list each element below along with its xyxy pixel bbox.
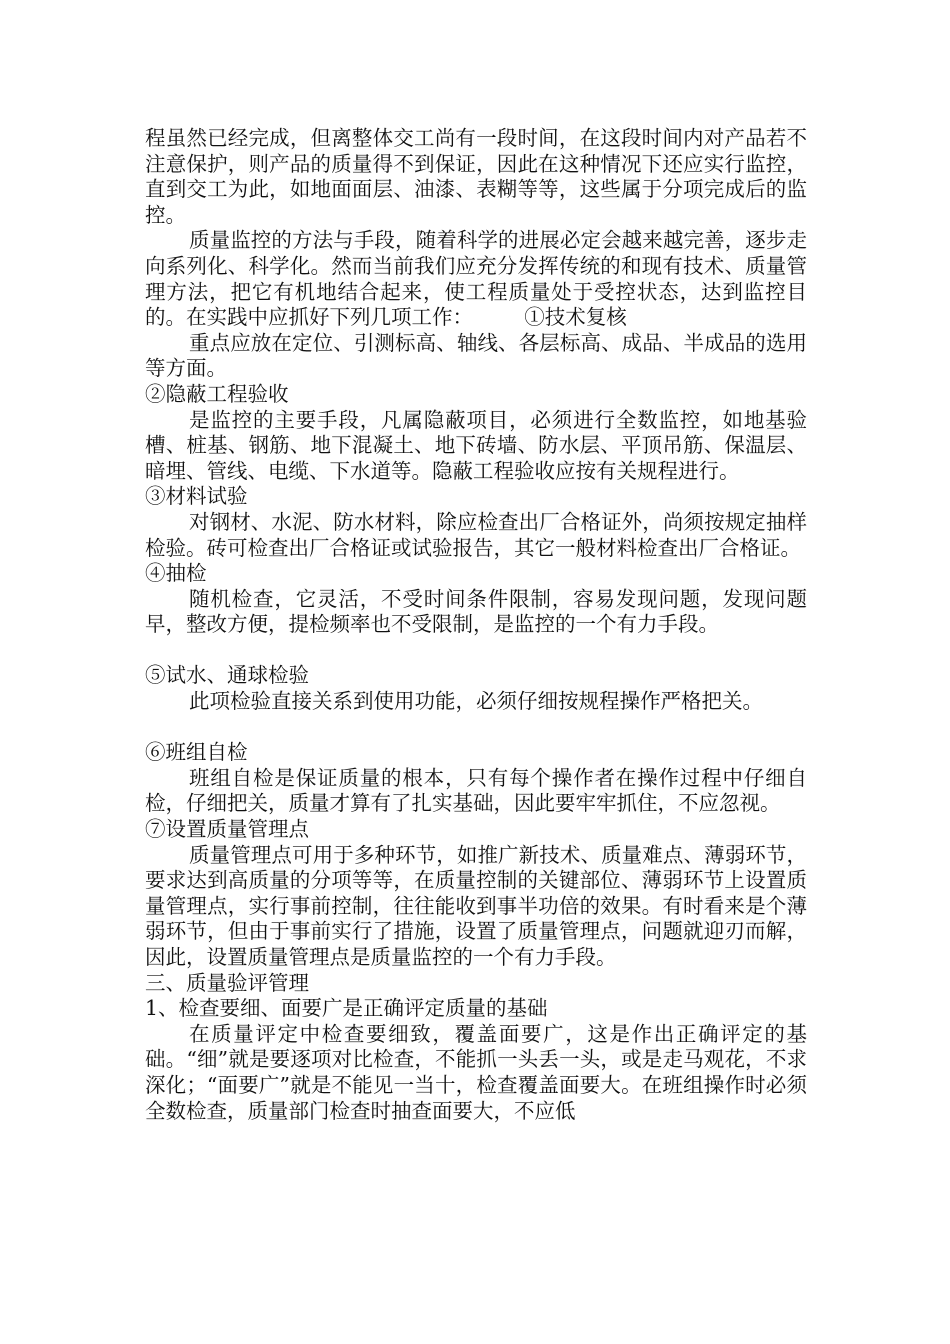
heading-subsection-one: 1、检查要细、面要广是正确评定质量的基础 bbox=[145, 996, 548, 1021]
paragraph-continuation: 程虽然已经完成，但离整体交工尚有一段时间，在这段时间内对产品若不注意保护，则产品的质量得不到保证，因此在这种情况下还应实行监控，直到交工为此，如地面面层、油漆、表糊等等，这些属于分项完成后的监控。 bbox=[145, 126, 807, 227]
paragraph-monitoring-methods: 质量监控的方法与手段，随着科学的进展必定会越来越完善，逐步走向系列化、科学化。然而当前我们应充分发挥传统的和现有技术、质量管理方法，把它有机地结合起来，使工程质量处于受控状态，达到监控目的。在实践中应抓好下列几项工作： ①技术复核 bbox=[145, 228, 807, 330]
paragraph-control-points: 质量管理点可用于多种环节，如推广新技术、质量难点、薄弱环节，要求达到高质量的分项等等，在质量控制的关键部位、薄弱环节上设置质量管理点，实行事前控制，往往能收到事半功倍的效果。有时看来是个薄弱环节，但由于事前实行了措施，设置了质量管理点，问题就迎刃而解，因此，设置质量管理点是质量监控的一个有力手段。 bbox=[145, 842, 807, 969]
paragraph-material-testing: 对钢材、水泥、防水材料，除应检查出厂合格证外，尚须按规定抽样检验。砖可检查出厂合格证或试验报告，其它一般材料检查出厂合格证。 bbox=[145, 509, 807, 560]
heading-spot-check: ④抽检 bbox=[145, 561, 207, 586]
heading-concealed-works: ②隐蔽工程验收 bbox=[145, 381, 289, 406]
document-body bbox=[145, 126, 807, 1124]
heading-team-self-check: ⑥班组自检 bbox=[145, 740, 248, 765]
paragraph-quality-evaluation: 在质量评定中检查要细致，覆盖面要广，这是作出正确评定的基础。“细”就是要逐项对比检查，不能抓一头丢一头，或是走马观花，不求深化；“面要广”就是不能见一当十，检查覆盖面要大。在班组操作时必须全数检查，质量部门检查时抽查面要大，不应低 bbox=[145, 1021, 807, 1123]
paragraph-team-self-check: 班组自检是保证质量的根本，只有每个操作者在操作过程中仔细自检，仔细把关，质量才算有了扎实基础，因此要牢牢抓住，不应忽视。 bbox=[145, 765, 807, 816]
heading-material-testing: ③材料试验 bbox=[145, 484, 248, 509]
heading-section-three: 三、质量验评管理 bbox=[145, 970, 309, 995]
heading-water-test: ⑤试水、通球检验 bbox=[145, 663, 309, 688]
paragraph-spot-check: 随机检查，它灵活，不受时间条件限制，容易发现问题，发现问题早，整改方便，提检频率也不受限制，是监控的一个有力手段。 bbox=[145, 586, 807, 637]
paragraph-water-test: 此项检验直接关系到使用功能，必须仔细按规程操作严格把关。 bbox=[189, 689, 763, 714]
heading-control-points: ⑦设置质量管理点 bbox=[145, 817, 309, 842]
paragraph-concealed-works: 是监控的主要手段，凡属隐蔽项目，必须进行全数监控，如地基验槽、桩基、钢筋、地下混凝土、地下砖墙、防水层、平顶吊筋、保温层、暗埋、管线、电缆、下水道等。隐蔽工程验收应按有关规程进行。 bbox=[145, 407, 807, 483]
paragraph-technical-review: 重点应放在定位、引测标高、轴线、各层标高、成品、半成品的选用等方面。 bbox=[145, 330, 807, 381]
